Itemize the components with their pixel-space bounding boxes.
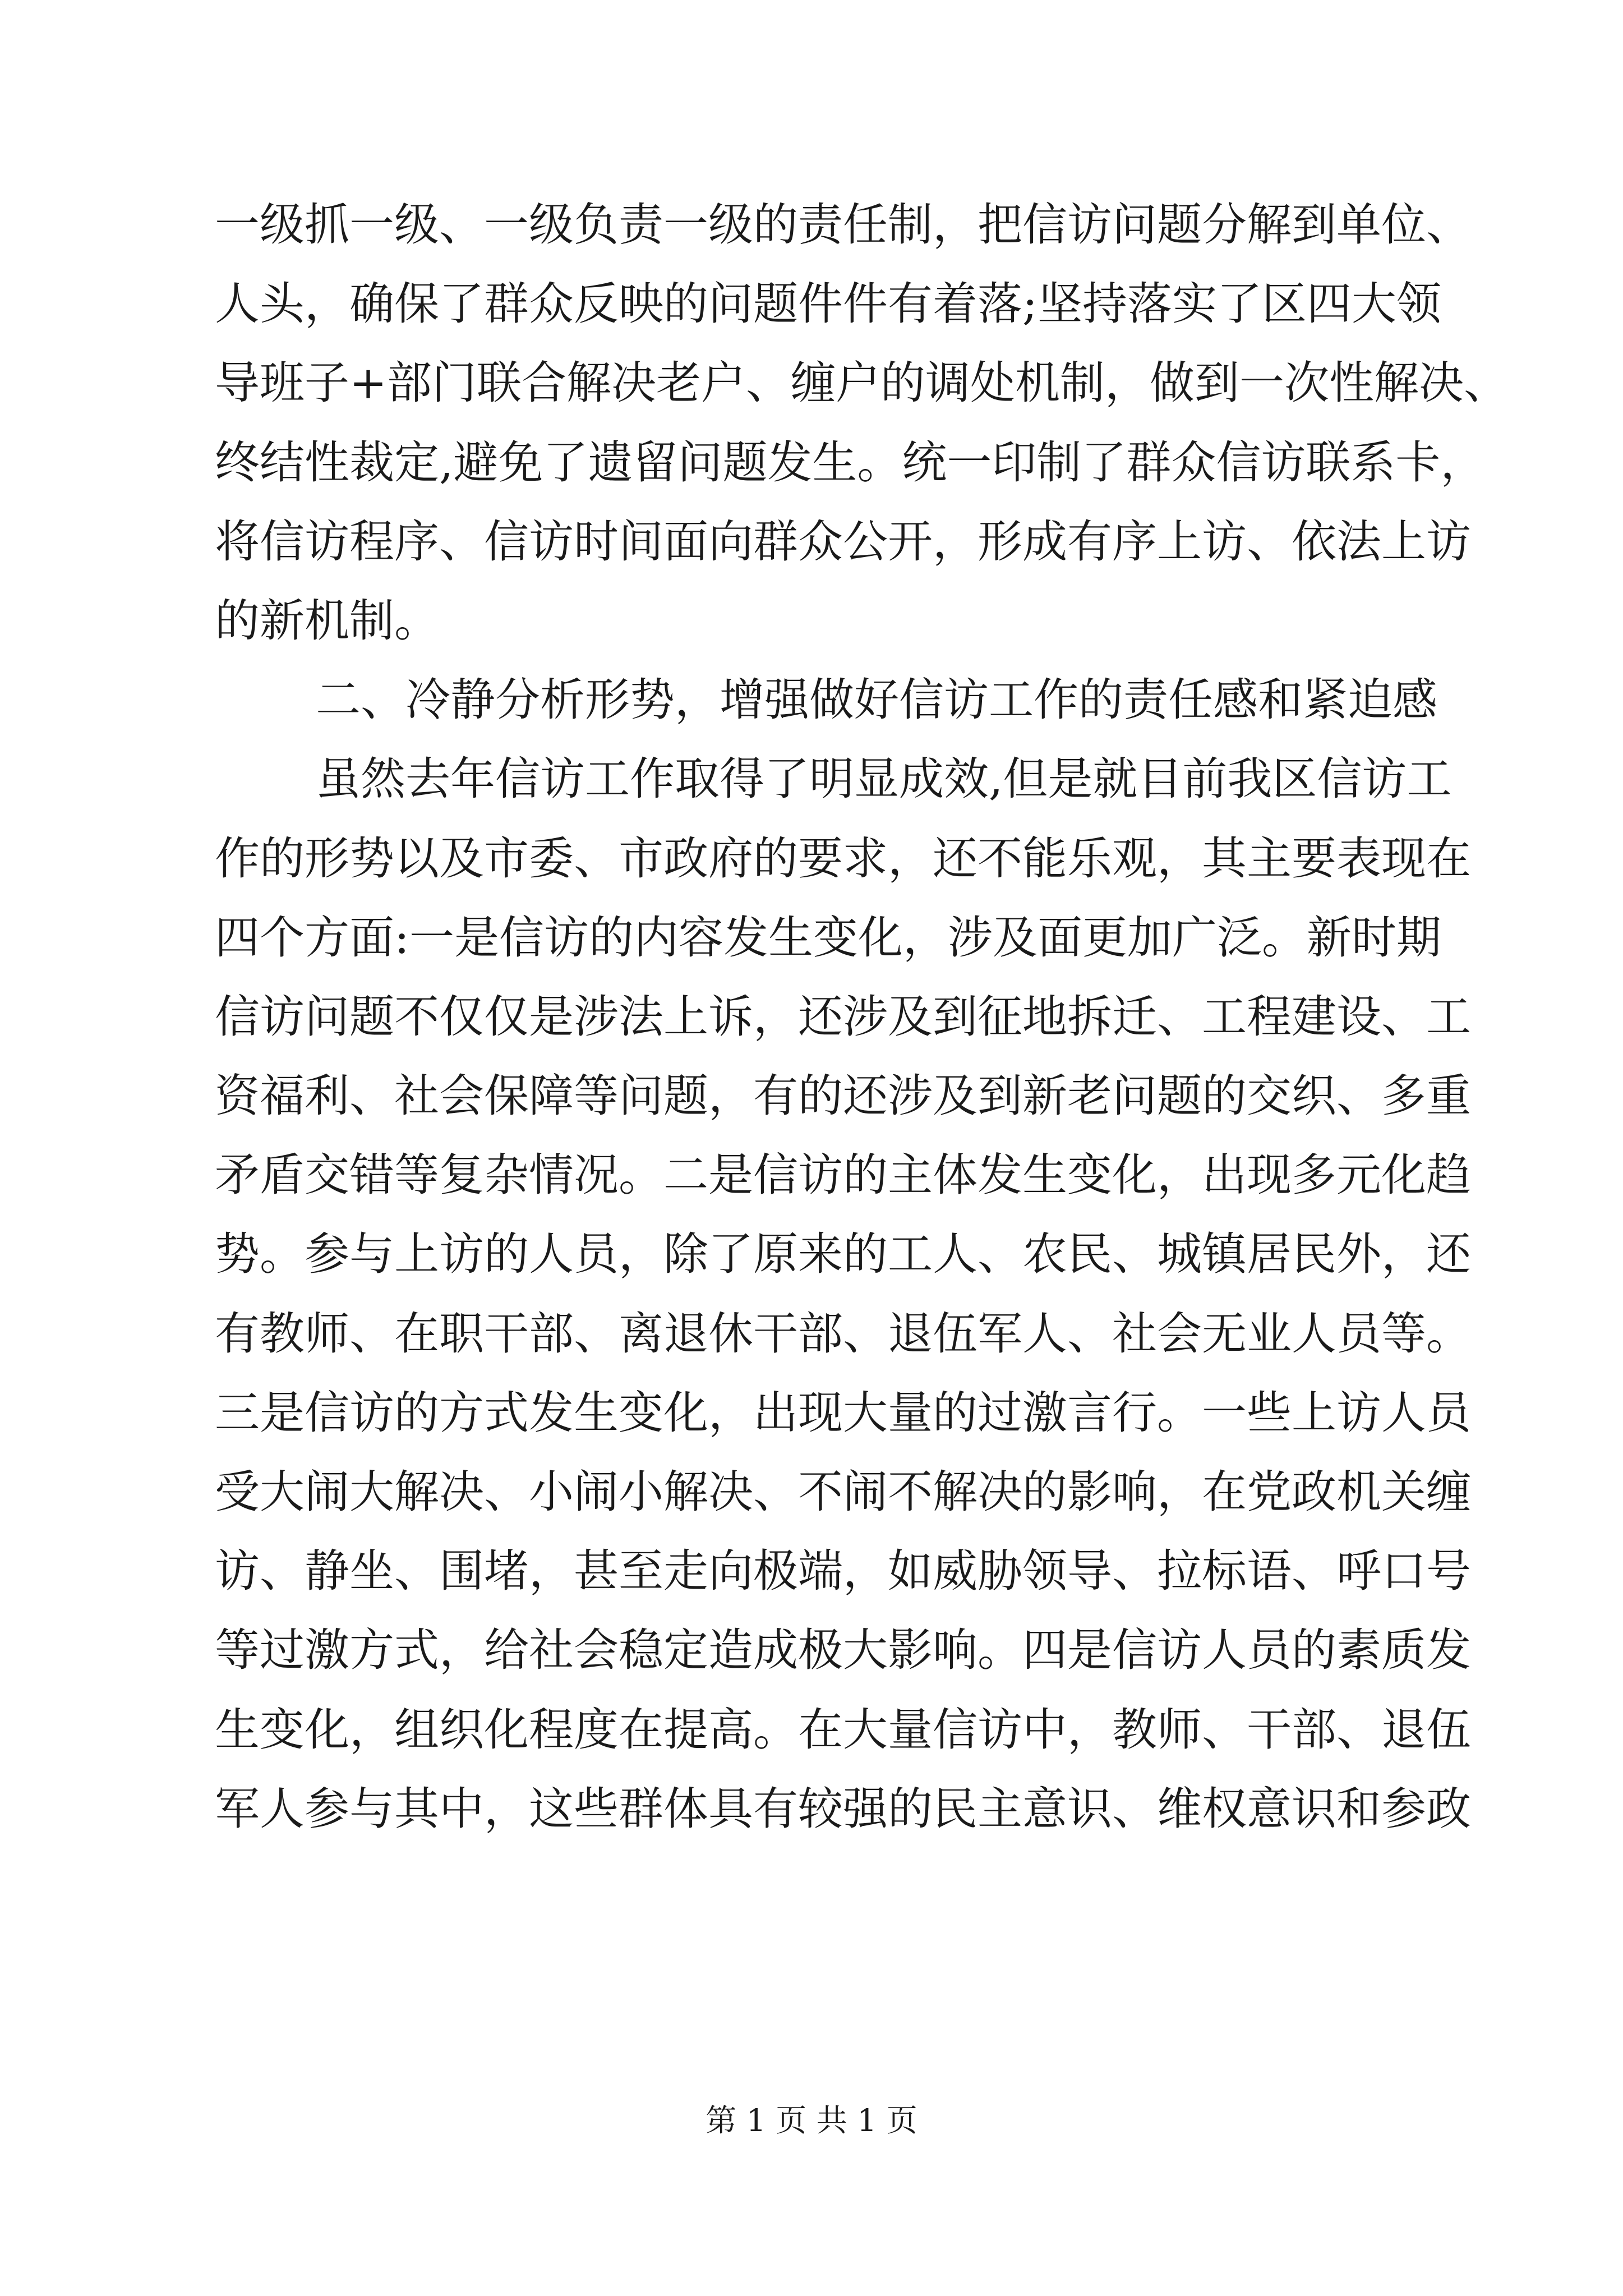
text-line: 矛盾交错等复杂情况。二是信访的主体发生变化，出现多元化趋 [215, 1149, 1471, 1202]
page-number: 第 1 页 共 1 页 [706, 2102, 917, 2138]
text-line: 三是信访的方式发生变化，出现大量的过激言行。一些上访人员 [215, 1386, 1471, 1439]
text-line: 受大闹大解决、小闹小解决、不闹不解决的影响，在党政机关缠 [215, 1466, 1471, 1518]
text-line: 虽然去年信访工作取得了明显成效,但是就目前我区信访工 [316, 753, 1452, 806]
text-line: 信访问题不仅仅是涉法上诉，还涉及到征地拆迁、工程建设、工 [215, 990, 1471, 1043]
text-line: 生变化，组织化程度在提高。在大量信访中，教师、干部、退伍 [215, 1703, 1471, 1756]
text-line: 四个方面:一是信访的内容发生变化，涉及面更加广泛。新时期 [215, 911, 1441, 964]
text-line: 有教师、在职干部、离退休干部、退伍军人、社会无业人员等。 [215, 1307, 1471, 1360]
page-footer [0, 2101, 1623, 2140]
body-text [215, 185, 1509, 1848]
text-line: 终结性裁定,避免了遗留问题发生。统一印制了群众信访联系卡， [215, 436, 1486, 489]
text-line: 一级抓一级、一级负责一级的责任制，把信访问题分解到单位、 [215, 199, 1471, 251]
text-line: 等过激方式，给社会稳定造成极大影响。四是信访人员的素质发 [215, 1624, 1471, 1677]
text-line: 将信访程序、信访时间面向群众公开，形成有序上访、依法上访 [215, 515, 1471, 568]
text-line: 作的形势以及市委、市政府的要求，还不能乐观，其主要表现在 [215, 832, 1471, 885]
text-line: 资福利、社会保障等问题，有的还涉及到新老问题的交织、多重 [215, 1070, 1471, 1122]
text-line: 势。参与上访的人员，除了原来的工人、农民、城镇居民外，还 [215, 1228, 1471, 1281]
section-heading: 二、冷静分析形势，增强做好信访工作的责任感和紧迫感 [316, 674, 1437, 726]
text-line: 访、静坐、围堵，甚至走向极端，如威胁领导、拉标语、呼口号 [215, 1545, 1471, 1598]
text-line: 的新机制。 [215, 594, 439, 647]
text-line: 人头，确保了群众反映的问题件件有着落;坚持落实了区四大领 [215, 278, 1441, 330]
text-line: 导班子+部门联合解决老户、缠户的调处机制，做到一次性解决、 [215, 357, 1509, 409]
text-line: 军人参与其中，这些群体具有较强的民主意识、维权意识和参政 [215, 1782, 1471, 1835]
